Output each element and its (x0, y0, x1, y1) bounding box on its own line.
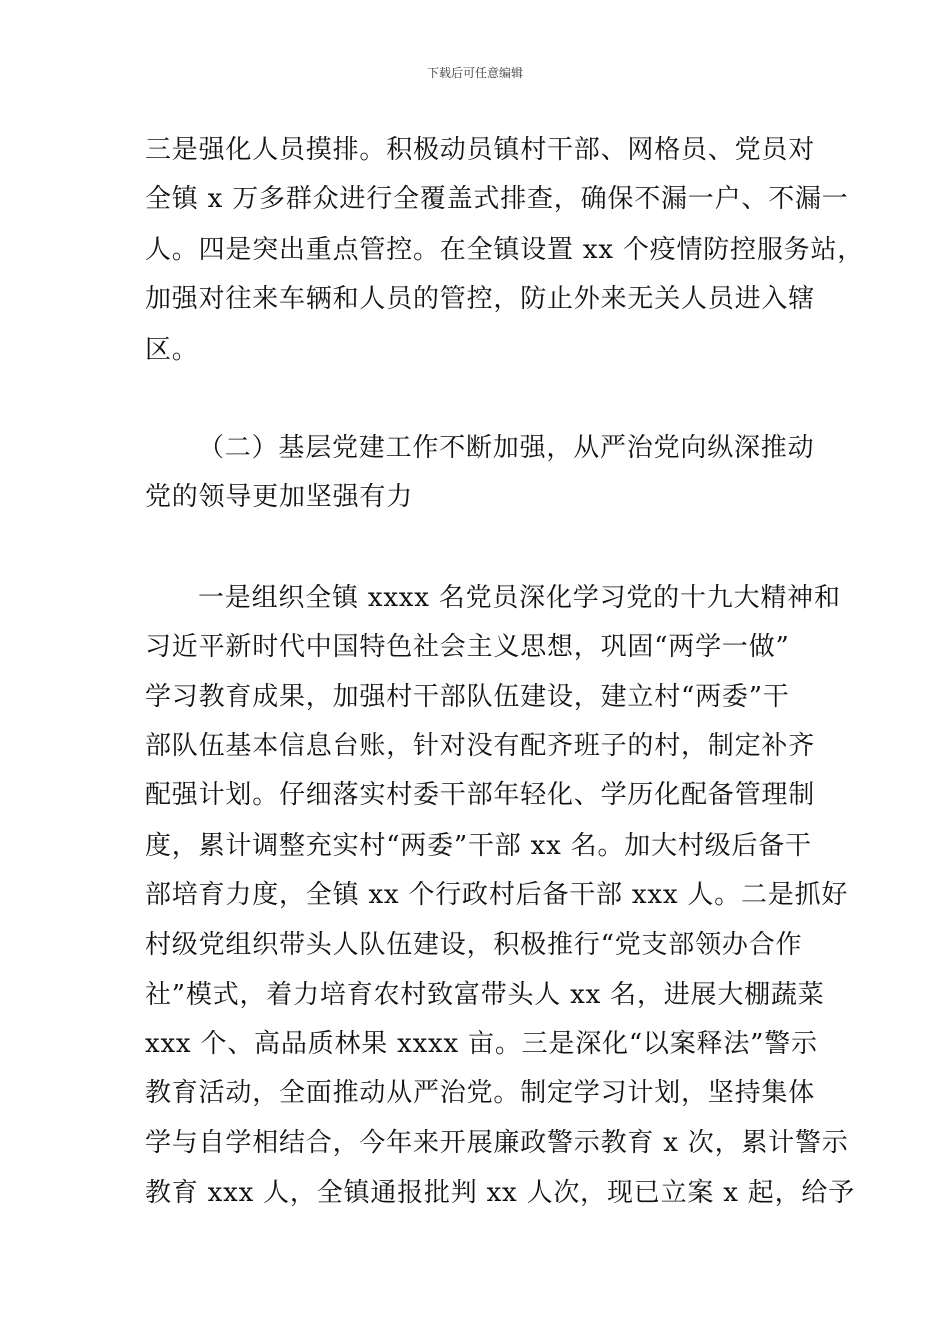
text-line: 教育活动，全面推动从严治党。制定学习计划，坚持集体 (145, 1078, 816, 1108)
text-line: 习近平新时代中国特色社会主义思想，巩固“两学一做” (145, 632, 790, 662)
text-line: 学习教育成果，加强村干部队伍建设，建立村“两委”干 (145, 682, 790, 712)
text-line: 人。四是突出重点管控。在全镇设置 xx 个疫情防控服务站， (145, 235, 865, 265)
text-line: 三是强化人员摸排。积极动员镇村干部、网格员、党员对 (145, 135, 816, 165)
text-line: 学与自学相结合，今年来开展廉政警示教育 x 次，累计警示 (145, 1128, 849, 1158)
text-line: 配强计划。仔细落实村委干部年轻化、学历化配备管理制 (145, 780, 816, 810)
text-line: 区。 (145, 335, 199, 365)
text-line: 加强对往来车辆和人员的管控，防止外来无关人员进入辖 (145, 284, 816, 314)
text-line: 部队伍基本信息台账，针对没有配齐班子的村，制定补齐 (145, 731, 816, 761)
text-line: 度，累计调整充实村“两委”干部 xx 名。加大村级后备干 (145, 831, 812, 861)
text-line: 部培育力度，全镇 xx 个行政村后备干部 xxx 人。二是抓好 (145, 880, 849, 910)
page-header-note: 下载后可任意编辑 (426, 66, 523, 80)
text-line: 村级党组织带头人队伍建设，积极推行“党支部领办合作 (145, 930, 803, 960)
text-line: 教育 xxx 人，全镇通报批判 xx 人次，现已立案 x 起，给予 (145, 1178, 855, 1208)
text-line: 全镇 x 万多群众进行全覆盖式排查，确保不漏一户、不漏一 (145, 184, 849, 214)
heading-line: （二）基层党建工作不断加强，从严治党向纵深推动 (198, 433, 815, 463)
text-line: xxx 个、高品质林果 xxxx 亩。三是深化“以案释法”警示 (145, 1029, 818, 1059)
heading-line: 党的领导更加坚强有力 (145, 482, 414, 512)
text-line: 社”模式，着力培育农村致富带头人 xx 名，进展大棚蔬菜 (145, 980, 825, 1010)
text-line: 一是组织全镇 xxxx 名党员深化学习党的十九大精神和 (198, 583, 841, 613)
